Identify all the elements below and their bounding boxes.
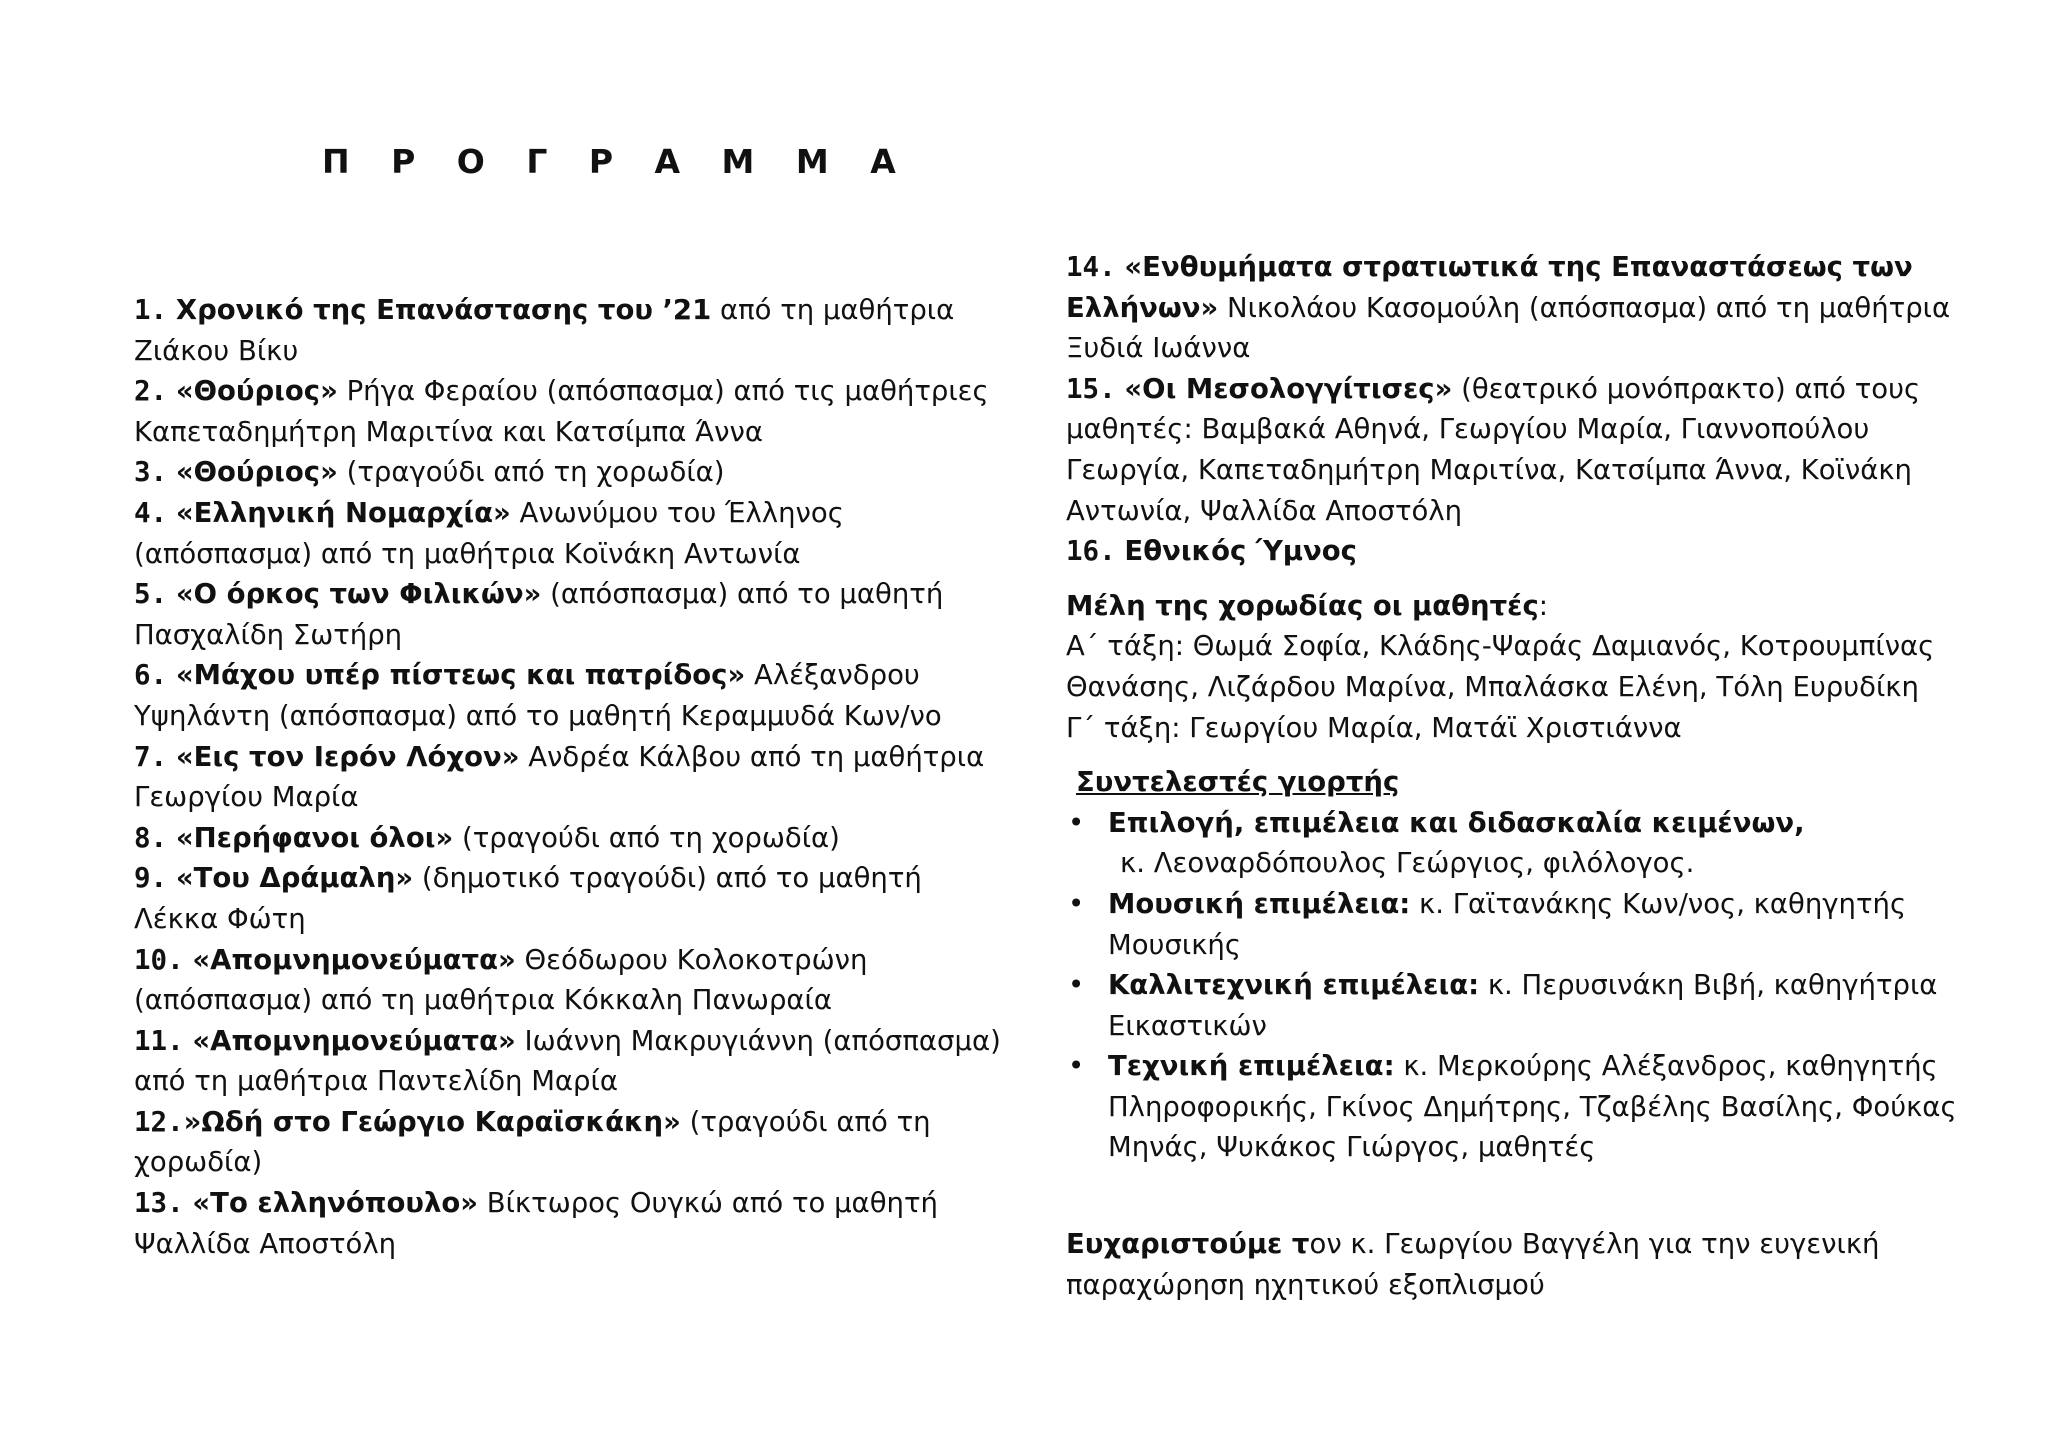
item-number: 5. [134,578,168,611]
item-detail: (δημοτικό τραγούδι) από το μαθητή Λέκκα Φώτη [134,862,922,935]
program-item [134,371,1014,452]
choir-line-g: Γ΄ τάξη: Γεωργίου Μαρία, Ματάϊ Χριστιάννα [1066,711,1682,744]
bullet-icon: • [1068,806,1085,839]
bullet-icon: • [1068,969,1085,1002]
program-item [134,1021,1014,1102]
program-item [134,737,1014,818]
item-number: 6. [134,659,168,692]
program-item [134,940,1014,1021]
item-title: «Ελληνική Νομαρχία» [175,496,511,529]
item-number: 14. [1066,251,1116,283]
item-detail: από τη μαθήτρια Ζιάκου Βίκυ [134,294,955,367]
program-item [134,858,1014,939]
item-title: «Εις τον Ιερόν Λόχον» [175,740,520,773]
item-detail: Ανωνύμου του Έλληνος (απόσπασμα) από τη μαθήτρια Κοϊνάκη Αντωνία [134,496,844,570]
program-item [1066,531,1966,572]
item-number: 4. [134,496,168,529]
credit-text: κ. Μερκούρης Αλέξανδρος, καθηγητής Πληροφορικής, Γκίνος Δημήτρης, Τζαβέλης Βασίλης, Φούκας Μηνάς, Ψυκάκος Γιώργος, μαθητές [1108,1050,1957,1164]
program-item [134,452,1014,493]
credit-label: Επιλογή, επιμέλεια και διδασκαλία κειμένων, [1108,806,1805,839]
bullet-icon: • [1068,1050,1085,1083]
item-number: 2. [134,375,168,408]
item-detail: Θεόδωρου Κολοκοτρώνη (απόσπασμα) από τη μαθήτρια Κόκκαλη Πανωραία [134,943,868,1017]
credit-item [1066,803,1966,884]
choir-line-a: Α΄ τάξη: Θωμά Σοφία, Κλάδης-Ψαράς Δαμιανός, Κοτρουμπίνας Θανάσης, Λιζάρδου Μαρίνα, Μπαλάσκα Ελένη, Τόλη Ευρυδίκη [1066,630,1935,703]
credit-item [1066,884,1966,965]
program-item [134,1183,1014,1264]
item-number: 16. [1066,535,1116,568]
choir-heading [1066,586,1966,627]
credit-item [1066,965,1966,1046]
program-item [134,290,1014,371]
item-detail: Νικολάου Κασομούλη (απόσπασμα) από τη μαθήτρια Ξυδιά Ιωάννα [1066,291,1951,365]
item-title: «Οι Μεσολογγίτισες» [1124,372,1453,405]
item-title: »Ωδή στο Γεώργιο Καραϊσκάκη» [183,1105,681,1138]
item-title: «Θούριος» [175,456,338,489]
thanks-note [1066,1224,1966,1305]
item-detail: Ιωάννη Μακρυγιάννη (απόσπασμα) από τη μαθήτρια Παντελίδη Μαρία [134,1024,1001,1098]
credit-item [1066,1046,1966,1168]
item-title: «Απομνημονεύματα» [192,1024,516,1057]
item-detail: Ρήγα Φεραίου (απόσπασμα) από τις μαθήτριες Καπεταδημήτρη Μαριτίνα και Κατσίμπα Άννα [134,375,989,448]
item-detail: Ανδρέα Κάλβου από τη μαθήτρια Γεωργίου Μαρία [134,740,985,814]
program-left-column [134,290,1014,1264]
item-detail: (τραγούδι από τη χορωδία) [453,821,840,854]
credit-label: Μουσική επιμέλεια: [1108,887,1411,920]
program-item [134,574,1014,655]
item-title: Εθνικός Ύμνος [1124,535,1357,568]
item-title: «Ο όρκος των Φιλικών» [175,578,542,611]
program-item [1066,369,1966,531]
item-number: 13. [134,1187,184,1220]
credits-heading: Συντελεστές γιορτής [1076,766,1400,799]
credit-text: κ. Λεοναρδόπουλος Γεώργιος, φιλόλογος. [1120,847,1695,880]
item-title: «Μάχου υπέρ πίστεως και πατρίδος» [175,659,746,692]
page-title: Π Ρ Ο Γ Ρ Α Μ Μ Α [322,142,911,181]
item-title: Χρονικό της Επανάστασης του ’21 [175,294,712,326]
credit-label: Τεχνική επιμέλεια: [1108,1050,1395,1083]
item-number: 15. [1066,372,1116,405]
item-title: «Θούριος» [175,375,338,408]
item-number: 1. [134,294,168,326]
item-detail: (απόσπασμα) από το μαθητή Πασχαλίδη Σωτήρη [134,578,944,651]
item-number: 8. [134,821,168,854]
item-detail: (θεατρικό μονόπρακτο) από τους μαθητές: Βαμβακά Αθηνά, Γεωργίου Μαρία, Γιαννοπούλου Γεωργία, Καπεταδημήτρη Μαριτίνα, Κατσίμπα Άννα, Κοϊνάκη Αντωνία, Ψαλλίδα Αποστόλη [1066,372,1921,527]
program-item [134,493,1014,574]
bullet-icon: • [1068,887,1085,920]
credit-text: κ. Περυσινάκη Βιβή, καθηγήτρια Εικαστικών [1108,969,1938,1042]
choir-label: Μέλη της χορωδίας οι μαθητές [1066,589,1539,622]
item-detail: (τραγούδι από τη χορωδία) [337,456,725,489]
item-detail: Αλέξανδρου Υψηλάντη (απόσπασμα) από το μαθητή Κεραμμυδά Κων/νο [134,659,942,732]
credit-label: Καλλιτεχνική επιμέλεια: [1108,969,1480,1002]
item-number: 10. [134,943,184,976]
choir-colon: : [1538,589,1549,622]
program-item [134,1102,1014,1183]
item-number: 7. [134,740,168,773]
credits-list [1066,803,1966,1168]
thanks-text: ον κ. Γεωργίου Βαγγέλη για την ευγενική παραχώρηση ηχητικού εξοπλισμού [1066,1228,1880,1301]
item-detail: (τραγούδι από τη χορωδία) [134,1105,931,1179]
item-title: «Του Δράμαλη» [175,862,414,895]
item-title: «Απομνημονεύματα» [192,943,516,976]
item-title: «Ενθυμήματα στρατιωτικά της Επαναστάσεως των Ελλήνων» [1066,251,1913,324]
item-number: 11. [134,1024,184,1057]
program-item [134,818,1014,859]
item-title: «Περήφανοι όλοι» [175,821,454,854]
item-title: «Το ελληνόπουλο» [192,1187,479,1220]
credit-text: κ. Γαϊτανάκης Κων/νος, καθηγητής Μουσικής [1108,887,1907,961]
item-number: 3. [134,456,168,489]
program-item [1066,247,1966,369]
item-number: 12. [134,1105,184,1138]
item-detail: Βίκτωρος Ουγκώ από το μαθητή Ψαλλίδα Αποστόλη [134,1187,938,1260]
program-item [134,655,1014,736]
program-right-column [1066,247,1966,1305]
thanks-bold: Ευχαριστούμε τ [1066,1228,1310,1261]
item-number: 9. [134,862,168,895]
